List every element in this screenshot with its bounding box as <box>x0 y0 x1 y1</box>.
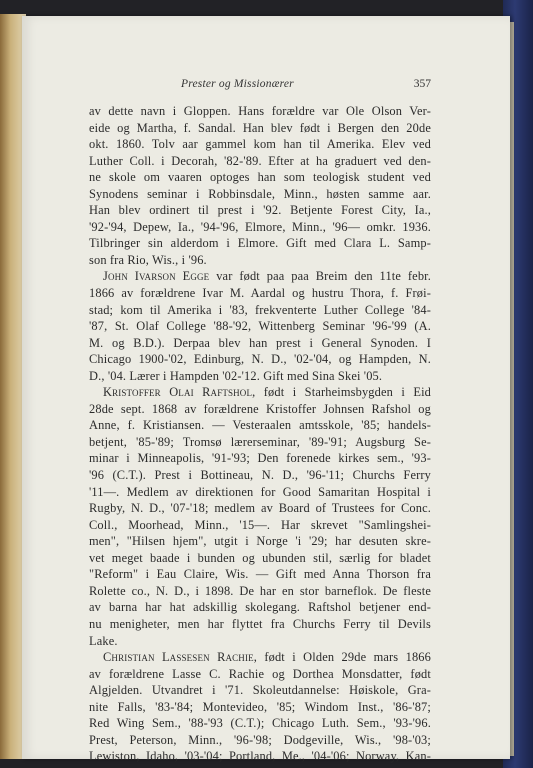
entry-name: Kristoffer Olai Raftshol <box>103 385 253 400</box>
text-line: '96 (C.T.). Prest i Bottineau, N. D., '96-'11; Churchs Ferry <box>89 468 431 483</box>
running-title: Prester og Missionærer <box>181 78 294 90</box>
text-line: 1866 av forældrene Ivar M. Aardal og hustru Thora, f. Frøi- <box>89 286 431 301</box>
text-line: av barna har hat adskillig skolegang. Raftshol betjener end- <box>89 600 431 615</box>
text-line: av forældrene Lasse C. Rachie og Dorthea Monsdatter, født <box>89 666 431 681</box>
text-line: Algjelden. Utvandret i '71. Skoleutdannelse: Høiskole, Gra- <box>89 683 431 698</box>
text-line: '87, St. Olaf College '88-'92, Wittenberg Seminar '96-'99 (A. <box>89 319 431 334</box>
text-line: Rugby, N. D., '07-'18; medlem av Board of Trustees for Conc. <box>89 501 431 516</box>
text-line: 28de sept. 1868 av forældrene Kristoffer Johnsen Rafshol og <box>89 401 431 416</box>
text-line: Rolette co., N. D., i 1898. De har en stor barneflok. De fleste <box>89 583 431 598</box>
text-line: Prest, Peterson, Minn., '96-'98; Dodgeville, Wis., '98-'03; <box>89 732 431 747</box>
text-line: Han blev ordinert til prest i '92. Betjente Forest City, Ia., <box>89 203 431 218</box>
text-line: Lake. <box>89 633 118 648</box>
entry-first-line <box>89 384 431 401</box>
text-line: vet meget baade i bunden og ubunden stil, særlig for bladet <box>89 550 431 565</box>
text-line: nite Falls, '83-'84; Montevideo, '85; Windom Inst., '86-'87; <box>89 699 431 714</box>
text-line: men", "Hilsen hjem", utgit i Norge 'i '29; har desuten skre- <box>89 534 431 549</box>
text-line: okt. 1860. Tolv aar gammel kom han til Amerika. Elev ved <box>89 137 431 152</box>
text-line: son fra Rio, Wis., i '96. <box>89 252 207 267</box>
text-line: Synodens seminar i Robbinsdale, Minn., høsten samme aar. <box>89 186 431 201</box>
text-line: ne skole om vaaren optoges han som teologisk student ved <box>89 170 431 185</box>
text-line: Red Wing Sem., '88-'93 (C.T.); Chicago Luth. Sem., '93-'96. <box>89 716 431 731</box>
entry-first-line-text: , født i Starheimsbygden i Eid <box>252 385 432 400</box>
text-line: Tilbringer sin alderdom i Elmore. Gift med Clara L. Samp- <box>89 236 431 251</box>
entry-name: Christian Lassesen Rachie <box>103 650 254 665</box>
entry-name: John Ivarson Egge <box>103 269 210 284</box>
text-line: minar i Minneapolis, '91-'93; Den forenede kirkes sem., '93- <box>89 451 431 466</box>
text-line: av dette navn i Gloppen. Hans forældre var Ole Olson Ver- <box>89 104 431 118</box>
text-line: '11—. Medlem av direktionen for Good Samaritan Hospital i <box>89 484 431 499</box>
text-line: '92-'94, Depew, Ia., '94-'96, Elmore, Minn., '96— omkr. 1936. <box>89 219 431 234</box>
text-line: stad; kom til Amerika i '83, frekventerte Luther College '84- <box>89 302 431 317</box>
text-line: Coll., Moorhead, Minn., '15—. Har skrevet "Samlingshei- <box>89 517 431 532</box>
text-line: M. og B.D.). Derpaa blev han prest i General Synoden. I <box>89 335 431 350</box>
text-line: Lewiston, Idaho, '03-'04; Portland, Me., '04-'06; Norway, Kan- <box>89 749 431 764</box>
text-line: Anne, f. Kristiansen. — Vesteraalen amtsskole, '85; handels- <box>89 418 431 433</box>
entry-first-line <box>89 268 431 285</box>
body-text <box>89 103 431 765</box>
text-line: nu menigheter, men har flyttet fra Churchs Ferry til Devils <box>89 616 431 631</box>
text-line: D., '04. Lærer i Hampden '02-'12. Gift med Sina Skei '05. <box>89 368 383 383</box>
text-line: Luther Coll. i Decorah, '82-'89. Efter at ha graduert ved den- <box>89 153 431 168</box>
entry-first-line <box>89 649 431 666</box>
entry-first-line-text: var født paa paa Breim den 11te febr. <box>209 269 432 284</box>
entry-first-line-text: , født i Olden 29de mars 1866 <box>253 650 431 665</box>
text-line: betjent, '85-'89; Tromsø lærerseminar, '89-'91; Augsburg Se- <box>89 434 431 449</box>
text-line: "Reform" i Eau Claire, Wis. — Gift med Anna Thorson fra <box>89 567 431 582</box>
text-line: Chicago 1900-'02, Edinburg, N. D., '02-'04, og Hampden, N. <box>89 352 431 367</box>
page-number: 357 <box>413 78 431 90</box>
text-line: eide og Martha, f. Sandal. Han blev født i Bergen den 20de <box>89 120 431 135</box>
